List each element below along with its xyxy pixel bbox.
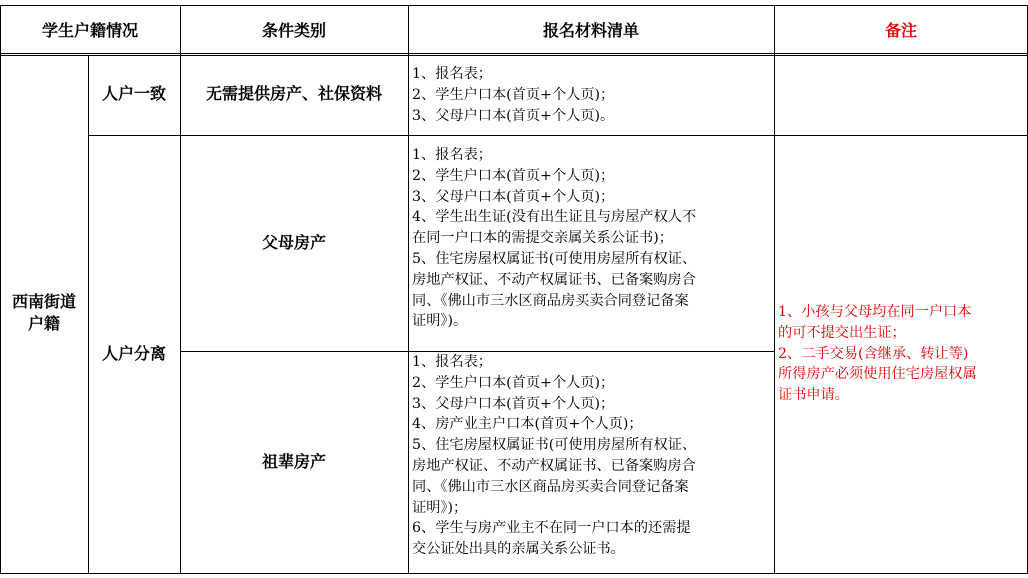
row-grandparent-property-materials: 1、报名表； 2、学生户口本(首页+个人页)； 3、父母户口本(首页+个人页)； 4、房产业主户口本(首页+个人页)； 5、住宅房屋权属证书(可使用房屋所有权证、 房地产权证、不动产权属证书、已备案购房合 同、《佛山市三水区商品房买卖合同登记备案 证明》)； 6、学生与房产业主不在同一户口本的还需提 交公证处出具的亲属关系公证书。 <box>412 354 697 558</box>
grid-line-col3 <box>774 5 775 573</box>
row-consistent-materials: 1、报名表； 2、学生户口本(首页+个人页)； 3、父母户口本(首页+个人页)。 <box>412 66 615 124</box>
group-label-xinan-street-household: 西南街道户籍 <box>12 292 77 333</box>
grid-line-header-bottom-2 <box>0 55 1028 56</box>
grid-line-bottom <box>0 573 1028 574</box>
grid-line-col1a <box>88 55 89 573</box>
row-parent-property-materials: 1、报名表； 2、学生户口本(首页+个人页)； 3、父母户口本(首页+个人页)； 4、学生出生证(没有出生证且与房屋产权人不 在同一户口本的需提交亲属关系公证书)； 5、住宅房屋权属证书(可使用房屋所有权证、 房地产权证、不动产权属证书、已备案购房合 同、《佛山市三水区商品房买卖合同登记备案 证明》)。 <box>412 147 697 330</box>
grid-line-row1-bottom <box>88 135 774 136</box>
grid-line-row2-bottom <box>180 351 774 352</box>
grid-line-left <box>0 5 1 573</box>
remarks-note: 1、小孩与父母均在同一户口本 的可不提交出生证； 2、二手交易(含继承、转让等) 所得房产必须使用住宅房屋权属 证书申请。 <box>778 304 977 404</box>
row-consistent-condition: 无需提供房产、社保资料 <box>205 84 382 103</box>
header-student-household: 学生户籍情况 <box>41 20 138 40</box>
header-remarks: 备注 <box>884 20 917 40</box>
row-separated-label: 人户分离 <box>101 344 166 363</box>
header-materials-list: 报名材料清单 <box>542 20 639 40</box>
grid-line-top <box>0 5 1028 6</box>
header-condition-category: 条件类别 <box>261 20 326 40</box>
row-grandparent-property-condition: 祖辈房产 <box>261 452 326 471</box>
grid-line-col2 <box>408 5 409 573</box>
grid-line-col1b <box>180 5 181 573</box>
row-parent-property-condition: 父母房产 <box>261 233 326 252</box>
grid-line-row1-bottom-right <box>774 135 1028 136</box>
grid-line-header-bottom <box>0 53 1028 54</box>
row-consistent-label: 人户一致 <box>101 84 166 103</box>
